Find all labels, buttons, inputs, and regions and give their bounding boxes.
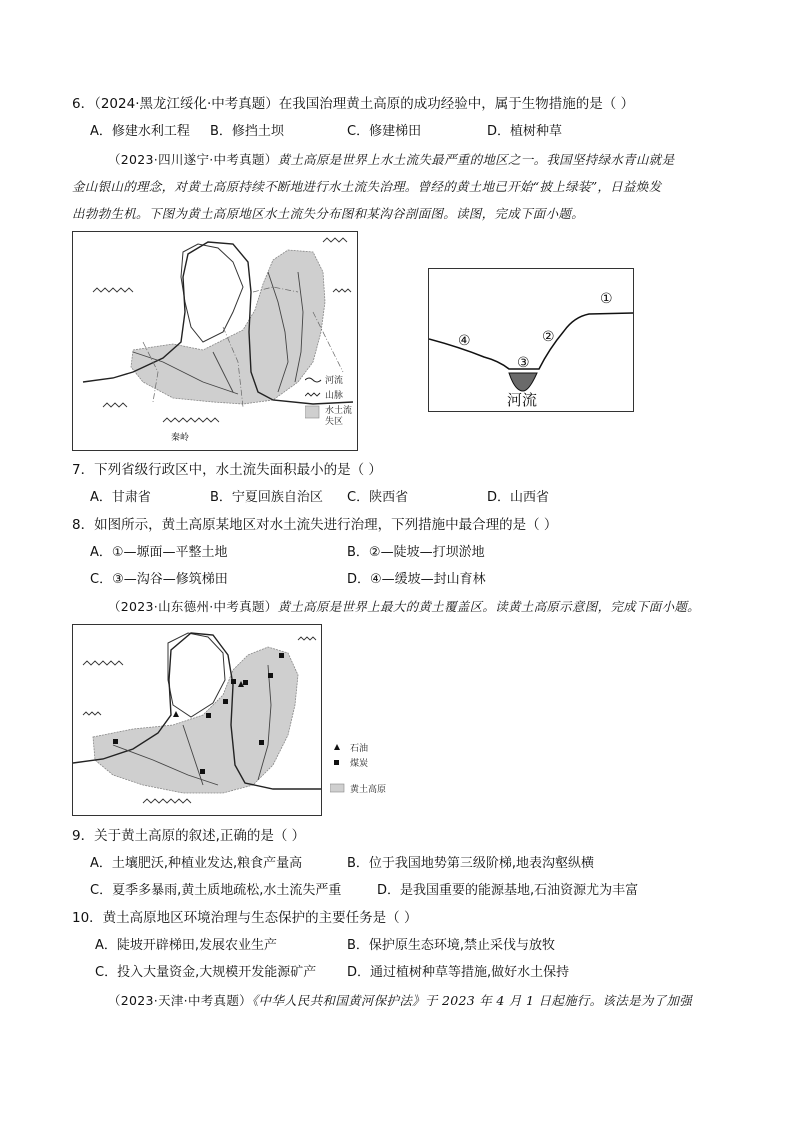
profile-river-label: 河流 — [507, 391, 538, 409]
intro1-source: （2023·四川遂宁·中考真题） — [108, 152, 278, 167]
q6-option-a[interactable]: A．修建水利工程 — [90, 124, 190, 139]
q8-option-c[interactable]: C．③—沟谷—修筑梯田 — [90, 572, 228, 587]
q7-option-a[interactable]: A．甘肃省 — [90, 490, 151, 505]
map1-qinling-label: 秦岭 — [171, 433, 190, 443]
q9-option-d[interactable]: D．是我国重要的能源基地,石油资源尤为丰富 — [377, 883, 639, 898]
legend-loess: 黄土高原 — [350, 785, 387, 795]
intro1-line3: 出勃勃生机。下图为黄土高原地区水土流失分布图和某沟谷剖面图。读图，完成下面小题。 — [72, 206, 585, 221]
erosion-map — [72, 231, 358, 451]
legend-erosion-1: 水土流 — [325, 406, 353, 416]
profile-label-1: ① — [600, 291, 613, 307]
intro2-line — [108, 598, 700, 616]
legend-mountain: 山脉 — [325, 391, 344, 401]
q10-option-c[interactable]: C．投入大量资金,大规模开发能源矿产 — [95, 965, 317, 980]
legend-oil: 石油 — [350, 744, 369, 754]
loess-map-graphic — [73, 625, 321, 815]
q6-option-d[interactable]: D．植树种草 — [487, 124, 563, 139]
q6-stem: 6．（2024·黑龙江绥化·中考真题）在我国治理黄土高原的成功经验中，属于生物措施的是（ ） — [72, 96, 635, 112]
q8-option-b[interactable]: B．②—陡坡—打坝淤地 — [347, 545, 485, 560]
profile-label-3: ③ — [517, 355, 530, 371]
q9-stem: 9．关于黄土高原的叙述,正确的是（ ） — [72, 828, 306, 844]
valley-profile — [428, 268, 634, 412]
intro3-line — [108, 992, 692, 1010]
map2-legend — [330, 740, 410, 804]
intro1-text1: 黄土高原是世界上水土流失最严重的地区之一。我国坚持绿水青山就是 — [277, 152, 675, 167]
q6-option-b[interactable]: B．修挡土坝 — [210, 124, 284, 139]
q10-option-a[interactable]: A．陡坡开辟梯田,发展农业生产 — [95, 938, 278, 953]
q6-option-c[interactable]: C．修建梯田 — [347, 124, 422, 139]
q7-option-c[interactable]: C．陕西省 — [347, 490, 409, 505]
q10-option-b[interactable]: B．保护原生态环境,禁止采伐与放牧 — [347, 938, 556, 953]
q8-option-d[interactable]: D．④—缓坡—封山育林 — [347, 572, 486, 587]
intro3-source: （2023·天津·中考真题） — [108, 993, 252, 1008]
legend-erosion-2: 失区 — [325, 417, 344, 427]
intro2-source: （2023·山东德州·中考真题） — [108, 599, 278, 614]
legend-river: 河流 — [325, 376, 344, 386]
q8-stem: 8．如图所示，黄土高原某地区对水土流失进行治理，下列措施中最合理的是（ ） — [72, 517, 558, 533]
intro1-line2: 金山银山的理念，对黄土高原持续不断地进行水土流失治理。曾经的黄土地已开始“披上绿装”，日益焕发 — [72, 179, 662, 194]
q9-option-c[interactable]: C．夏季多暴雨,黄土质地疏松,水土流失严重 — [90, 883, 342, 898]
q7-stem: 7．下列省级行政区中，水土流失面积最小的是（ ） — [72, 462, 382, 478]
q10-option-d[interactable]: D．通过植树种草等措施,做好水土保持 — [347, 965, 570, 980]
map1-legend — [305, 372, 357, 446]
intro1-line1 — [108, 151, 674, 169]
q9-option-b[interactable]: B．位于我国地势第三级阶梯,地表沟壑纵横 — [347, 856, 595, 871]
loess-plateau-map — [72, 624, 322, 816]
intro2-text: 黄土高原是世界上最大的黄土覆盖区。读黄土高原示意图，完成下面小题。 — [277, 599, 700, 614]
legend-coal: 煤炭 — [350, 759, 369, 769]
map1-legend-graphic — [305, 372, 357, 442]
q9-option-a[interactable]: A．土壤肥沃,种植业发达,粮食产量高 — [90, 856, 303, 871]
map2-legend-graphic — [330, 740, 410, 800]
profile-label-2: ② — [542, 329, 555, 345]
q10-stem: 10．黄土高原地区环境治理与生态保护的主要任务是（ ） — [72, 910, 418, 926]
profile-label-4: ④ — [458, 333, 471, 349]
q7-option-d[interactable]: D．山西省 — [487, 490, 550, 505]
q8-option-a[interactable]: A．①—塬面—平整土地 — [90, 545, 228, 560]
intro3-text: 《中华人民共和国黄河保护法》于 2023 年 4 月 1 日起施行。该法是为了加强 — [251, 993, 693, 1008]
q7-option-b[interactable]: B．宁夏回族自治区 — [210, 490, 323, 505]
